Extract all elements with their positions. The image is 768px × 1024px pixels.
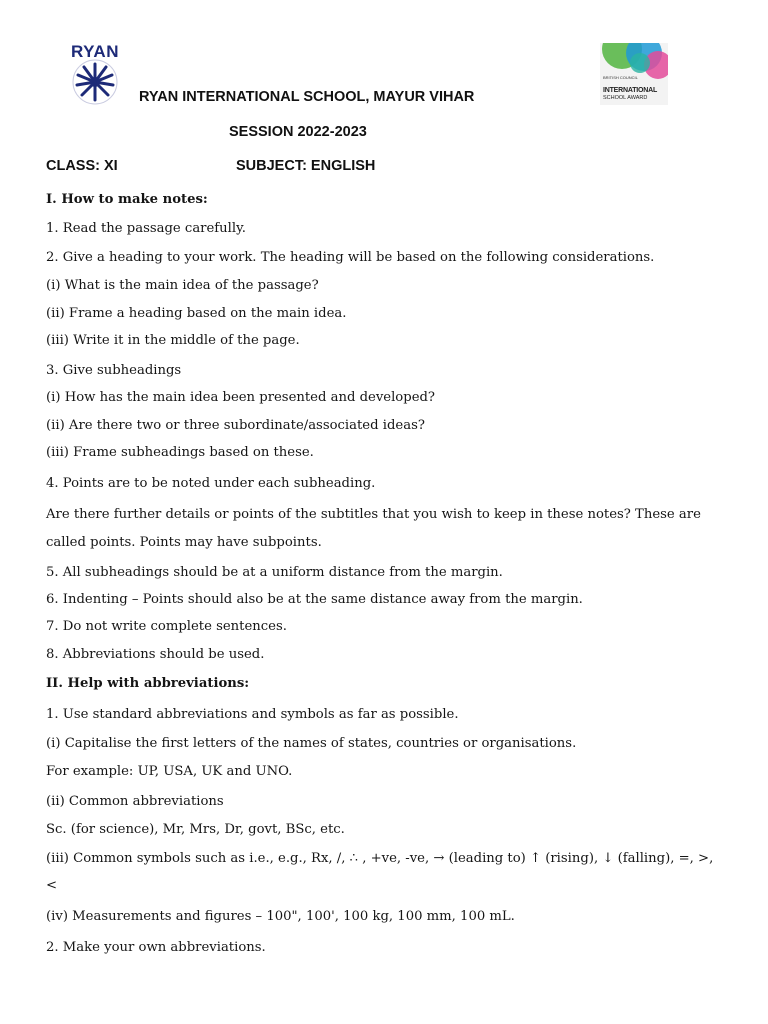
text-line: For example: UP, USA, UK and UNO. (46, 764, 293, 779)
text-line: called points. Points may have subpoints. (46, 535, 322, 550)
text-line: 7. Do not write complete sentences. (46, 619, 287, 634)
text-line: 1. Use standard abbreviations and symbols as far as possible. (46, 707, 459, 722)
class-label: CLASS: XI (46, 158, 118, 174)
session-title: SESSION 2022-2023 (229, 124, 367, 140)
text-line: 4. Points are to be noted under each subheading. (46, 476, 376, 491)
text-line: 8. Abbreviations should be used. (46, 647, 265, 662)
international-school-award-logo (600, 43, 668, 105)
section-heading-notes: I. How to make notes: (46, 192, 208, 207)
text-line: (iii) Common symbols such as i.e., e.g., Rx, /, ∴ , +ve, -ve, → (leading to) ↑ (rising), ↓ (falling), =, >, (46, 851, 714, 866)
text-line: (iii) Write it in the middle of the page. (46, 333, 300, 348)
ryan-logo-wordmark: RYAN (71, 42, 119, 61)
award-council-text: BRITISH COUNCIL (603, 75, 638, 80)
text-line: Sc. (for science), Mr, Mrs, Dr, govt, BSc, etc. (46, 822, 345, 837)
text-line: (ii) Frame a heading based on the main idea. (46, 306, 347, 321)
ryan-logo (54, 42, 134, 108)
section-heading-abbreviations: II. Help with abbreviations: (46, 676, 250, 691)
text-line: 5. All subheadings should be at a uniform distance from the margin. (46, 565, 503, 580)
text-line: (i) What is the main idea of the passage? (46, 278, 319, 293)
text-line: 1. Read the passage carefully. (46, 221, 246, 236)
text-line: (iii) Frame subheadings based on these. (46, 445, 314, 460)
text-line: < (46, 878, 58, 893)
text-line: 2. Make your own abbreviations. (46, 940, 266, 955)
text-line: 3. Give subheadings (46, 363, 182, 378)
text-line: (ii) Common abbreviations (46, 794, 224, 809)
text-line: 6. Indenting – Points should also be at the same distance away from the margin. (46, 592, 583, 607)
ryan-emblem-icon (60, 58, 130, 108)
text-line: (iv) Measurements and figures – 100", 100', 100 kg, 100 mm, 100 mL. (46, 909, 515, 924)
text-line: 2. Give a heading to your work. The heading will be based on the following considerations. (46, 250, 655, 265)
school-name: RYAN INTERNATIONAL SCHOOL, MAYUR VIHAR (139, 89, 475, 105)
text-line: Are there further details or points of the subtitles that you wish to keep in these notes? These are (46, 507, 701, 522)
text-line: (ii) Are there two or three subordinate/associated ideas? (46, 418, 425, 433)
award-subtitle: SCHOOL AWARD (603, 95, 648, 101)
text-line: (i) Capitalise the first letters of the names of states, countries or organisations. (46, 736, 577, 751)
subject-label: SUBJECT: ENGLISH (236, 158, 376, 174)
text-line: (i) How has the main idea been presented and developed? (46, 390, 436, 405)
award-title: INTERNATIONAL (603, 87, 658, 94)
